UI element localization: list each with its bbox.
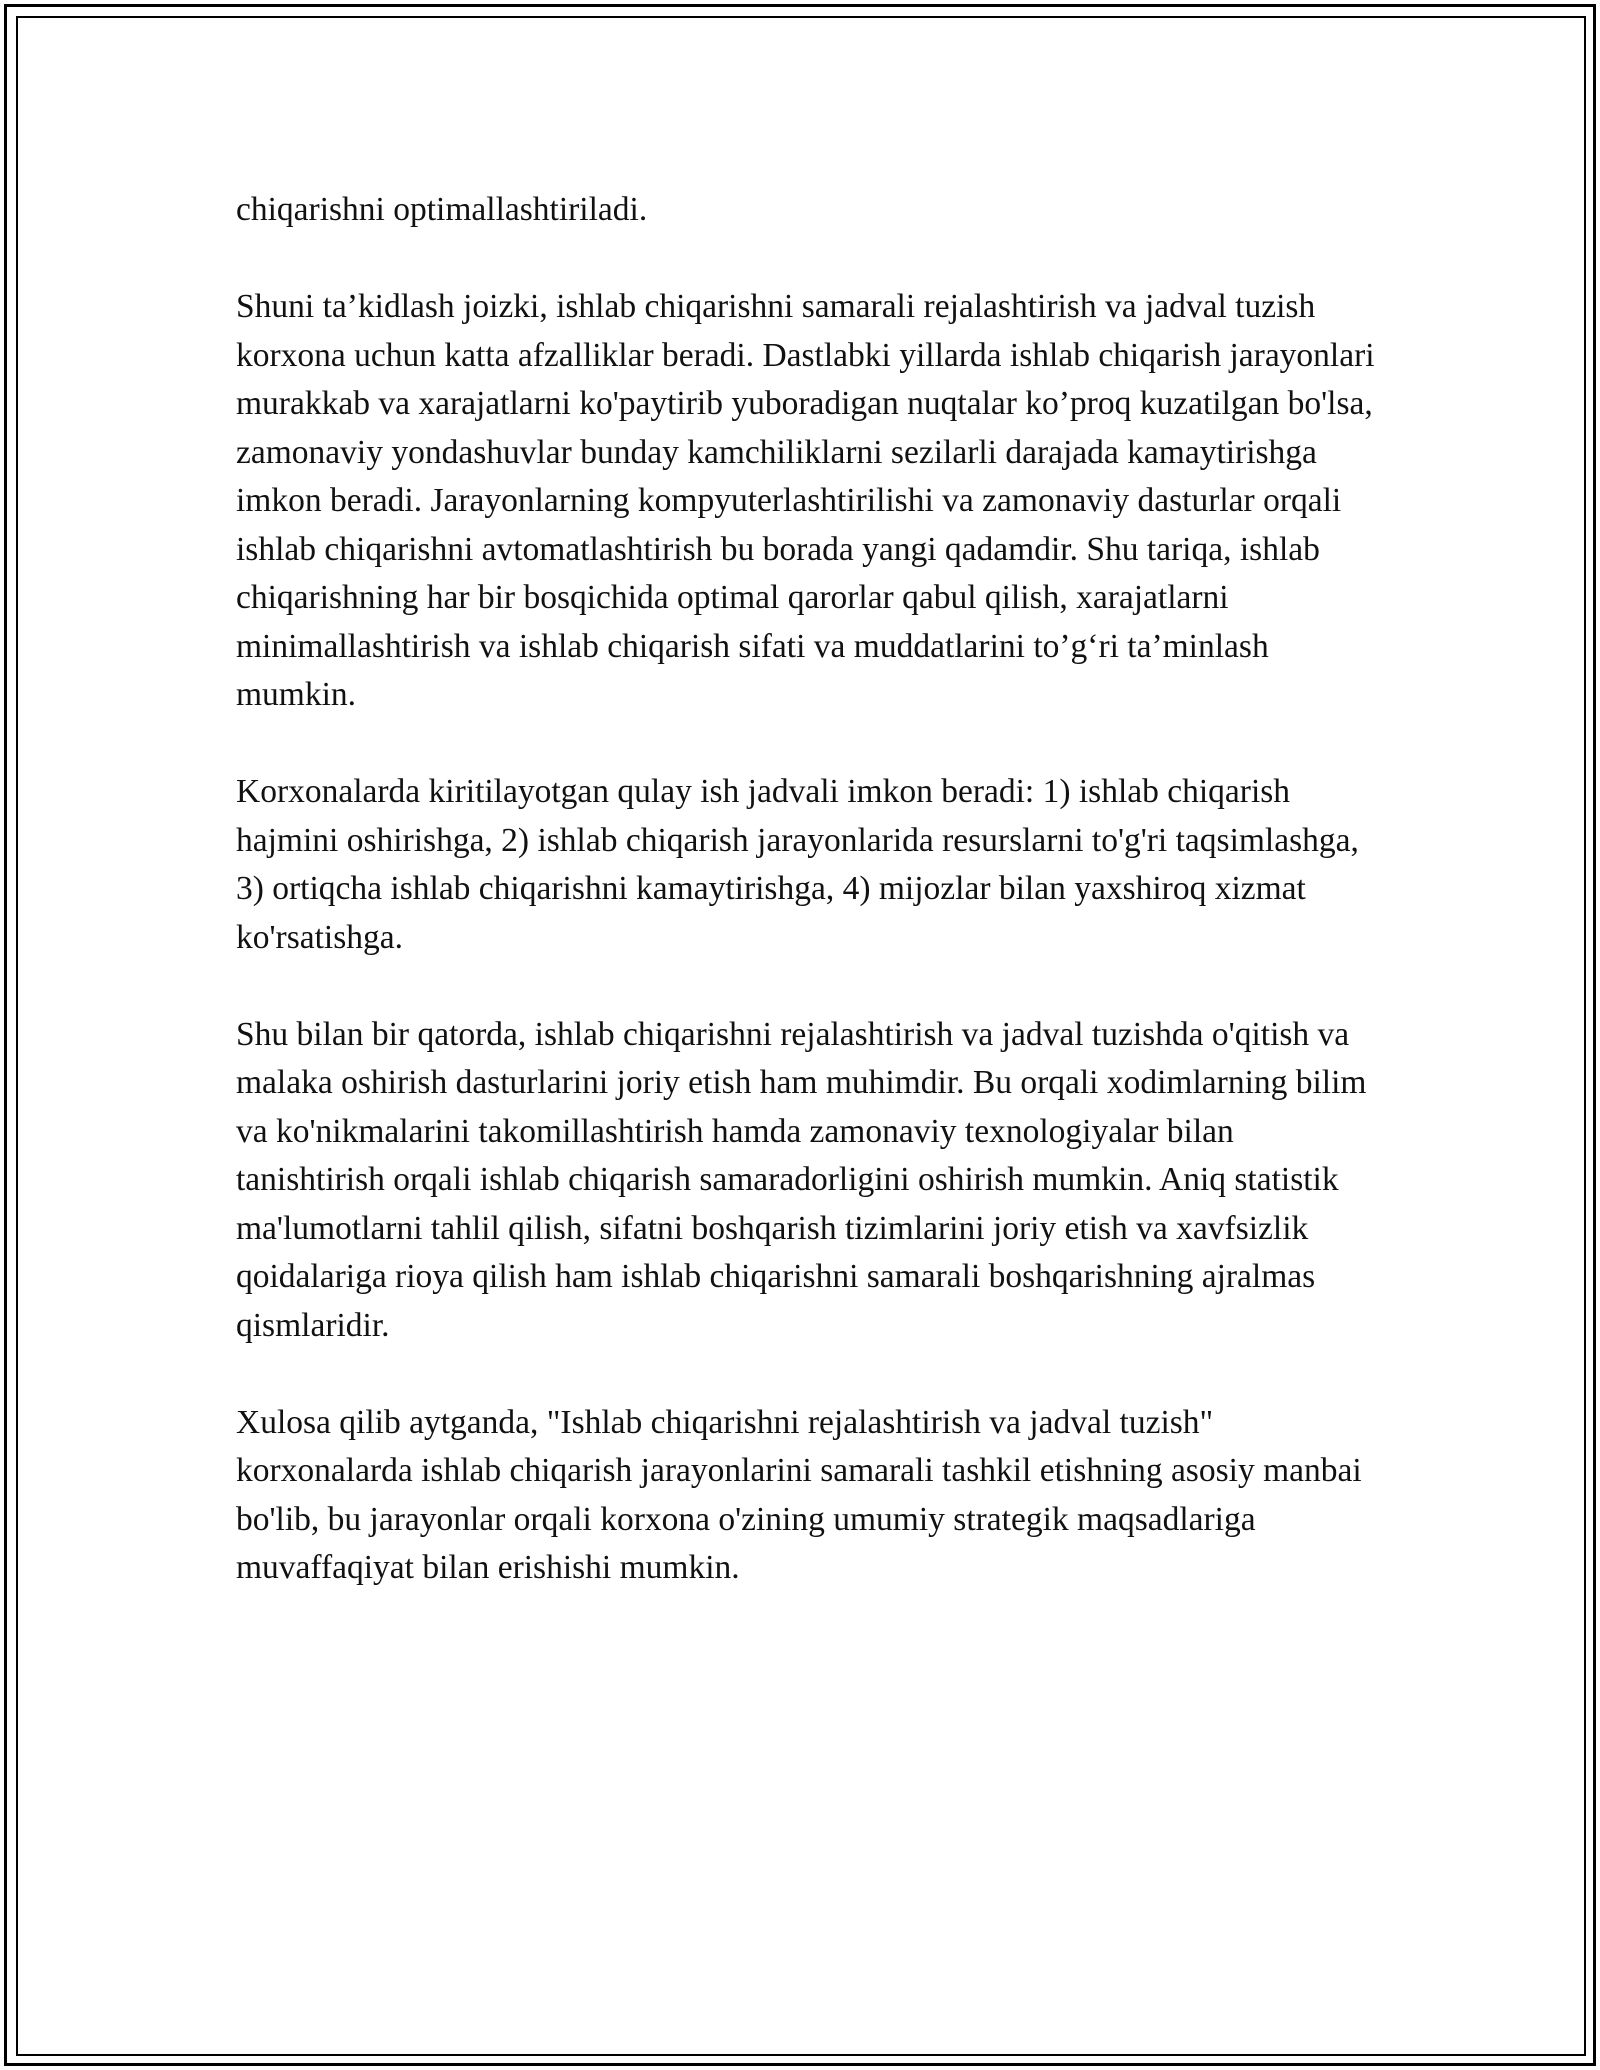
paragraph-training: Shu bilan bir qatorda, ishlab chiqarishni rejalashtirish va jadval tuzishda o'qitish va malaka oshirish dasturlarini joriy etish ham muhimdir. Bu orqali xodimlarning bilim va ko'nikmalarini takomillashtirish hamda zamonaviy texnologiyalar bilan tanishtirish orqali ishlab chiqarish samaradorligini oshirish mumkin. Aniq statistik ma'lumotlarni tahlil qilish, sifatni boshqarish tizimlarini joriy etish va xavfsizlik qoidalariga rioya qilish ham ishlab chiqarishni samarali boshqarishning ajralmas qismlaridir. — [236, 1015, 1367, 1344]
paragraph-conclusion: Xulosa qilib aytganda, "Ishlab chiqarishni rejalashtirish va jadval tuzish" korxonalarda ishlab chiqarish jarayonlarini samarali tashkil etishning asosiy manbai bo'lib, bu jarayonlar orqali korxona o'zining umumiy strategik maqsadlariga muvaffaqiyat bilan erishishi mumkin. — [236, 1403, 1362, 1586]
document-body — [236, 186, 1376, 1593]
paragraph-schedule-benefits: Korxonalarda kiritilayotgan qulay ish jadvali imkon beradi: 1) ishlab chiqarish hajmini oshirishga, 2) ishlab chiqarish jarayonlarida resurslarni to'g'ri taqsimlashga, 3) ortiqcha ishlab chiqarishni kamaytirishga, 4) mijozlar bilan yaxshiroq xizmat ko'rsatishga. — [236, 773, 1359, 956]
paragraph-advantages: Shuni ta’kidlash joizki, ishlab chiqarishni samarali rejalashtirish va jadval tuzish korxona uchun katta afzalliklar beradi. Dastlabki yillarda ishlab chiqarish jarayonlari murakkab va xarajatlarni ko'paytirib yuboradigan nuqtalar ko’proq kuzatilgan bo'lsa, zamonaviy yondashuvlar bunday kamchiliklarni sezilarli darajada kamaytirishga imkon beradi. Jarayonlarning kompyuterlashtirilishi va zamonaviy dasturlar orqali ishlab chiqarishni avtomatlashtirish bu borada yangi qadamdir. Shu tariqa, ishlab chiqarishning har bir bosqichida optimal qarorlar qabul qilish, xarajatlarni minimallashtirish va ishlab chiqarish sifati va muddatlarini to’g‘ri ta’minlash mumkin. — [236, 288, 1375, 713]
paragraph-continuation: chiqarishni optimallashtiriladi. — [236, 191, 648, 228]
